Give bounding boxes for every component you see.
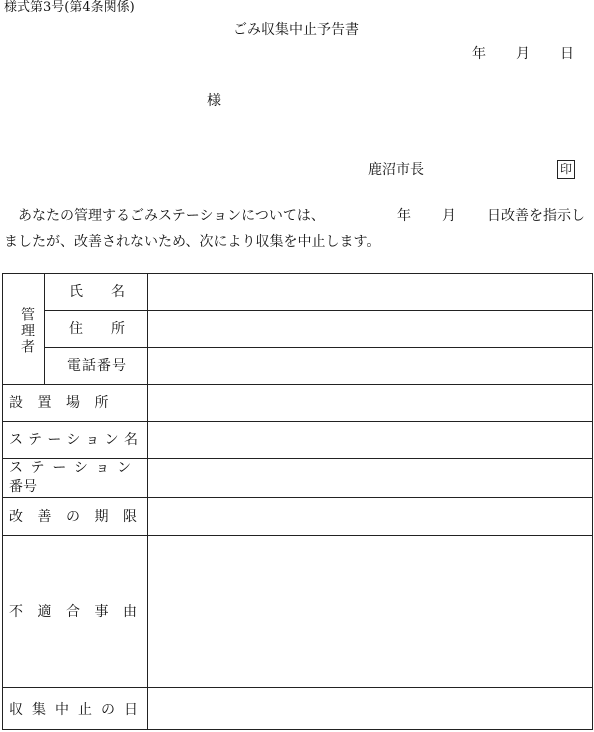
collection-stop-date-field[interactable]: [149, 688, 592, 729]
date-day-label: 日: [560, 46, 574, 62]
date-year-label: 年: [472, 46, 486, 62]
notice-year-label: 年: [397, 208, 411, 224]
station-number-label-top: ステーション: [9, 460, 139, 476]
notice-text-line2: ましたが、改善されないため、次により収集を中止します。: [4, 234, 381, 250]
notice-text-line1: あなたの管理するごみステーションについては、: [18, 208, 325, 224]
installation-place-field[interactable]: [149, 385, 592, 421]
nonconformity-reason-field[interactable]: [149, 536, 592, 687]
station-number-label-bottom: 番号: [9, 479, 37, 495]
station-name-label: ステーション名: [9, 432, 144, 448]
manager-address-field[interactable]: [149, 311, 592, 347]
manager-phone-field[interactable]: [149, 348, 592, 384]
notice-month-label: 月: [442, 208, 456, 224]
station-number-field[interactable]: [149, 459, 592, 497]
manager-group-divider: [44, 274, 45, 384]
issuer-name: 鹿沼市長: [368, 162, 424, 178]
notice-text-line1-end: 日改善を指示し: [487, 208, 585, 224]
installation-place-label: 設置場所: [9, 395, 123, 411]
seal-stamp: 印: [557, 160, 575, 179]
collection-stop-date-label: 収集中止の日: [9, 702, 147, 718]
document-title: ごみ収集中止予告書: [233, 22, 359, 38]
manager-name-label: 氏 名: [69, 284, 125, 300]
nonconformity-reason-label: 不適合事由: [9, 604, 152, 620]
station-name-field[interactable]: [149, 422, 592, 458]
manager-address-label: 住 所: [69, 321, 125, 337]
table-column-divider: [147, 274, 148, 729]
improvement-deadline-label: 改善の期限: [9, 509, 152, 525]
manager-group-label: 管理者: [19, 307, 35, 355]
addressee-suffix: 様: [207, 93, 221, 109]
date-month-label: 月: [516, 46, 530, 62]
manager-phone-label: 電話番号: [67, 358, 127, 374]
manager-name-field[interactable]: [149, 274, 592, 310]
improvement-deadline-field[interactable]: [149, 498, 592, 535]
form-number-label: 様式第3号(第4条関係): [4, 0, 135, 15]
notice-table: [2, 273, 593, 730]
